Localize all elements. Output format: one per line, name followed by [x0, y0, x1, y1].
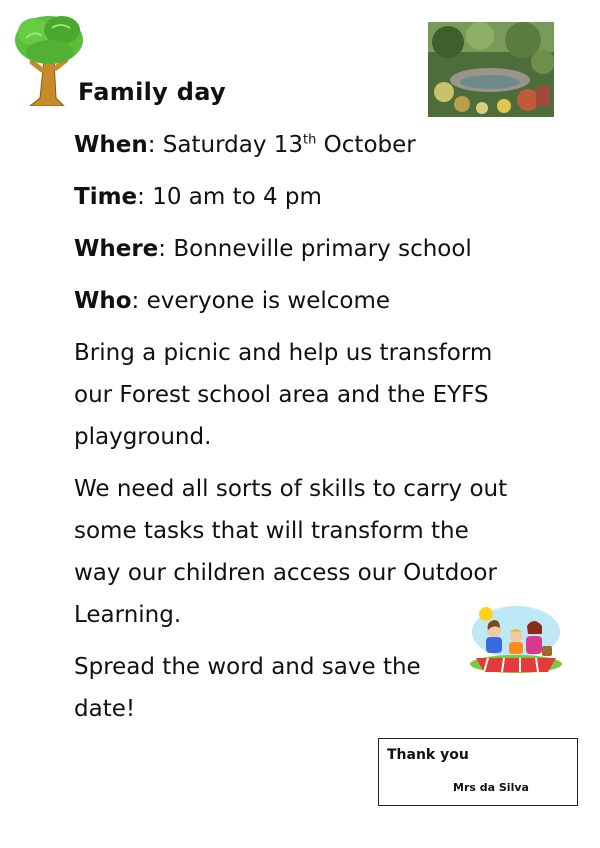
when-value-pre: Saturday 13 [155, 132, 304, 158]
picnic-family-clipart [468, 602, 564, 674]
time-line: Time: 10 am to 4 pm [74, 184, 322, 210]
where-label: Where [74, 236, 159, 262]
when-line: When: Saturday 13th October [74, 132, 416, 158]
when-value-post: October [316, 132, 416, 158]
who-line: Who: everyone is welcome [74, 288, 391, 314]
garden-photo [428, 22, 554, 117]
signature-name: Mrs da Silva [453, 781, 529, 794]
thank-you-label: Thank you [387, 747, 469, 763]
who-value: everyone is welcome [139, 288, 391, 314]
who-label: Who [74, 288, 132, 314]
time-label: Time [74, 184, 138, 210]
where-value: Bonneville primary school [166, 236, 472, 262]
paragraph-save-date: Spread the word and save the date! [74, 654, 421, 722]
paragraph-skills: We need all sorts of skills to carry out some tasks that will transform the way our children access our Outdoor Learning. [74, 476, 508, 628]
time-value: 10 am to 4 pm [144, 184, 322, 210]
paragraph-picnic: Bring a picnic and help us transform our Forest school area and the EYFS playground. [74, 340, 493, 450]
when-value-sup: th [303, 132, 317, 148]
tree-icon [12, 10, 86, 106]
page-title: Family day [78, 78, 226, 106]
where-line: Where: Bonneville primary school [74, 236, 472, 262]
thank-you-box [378, 738, 578, 806]
when-label: When [74, 132, 148, 158]
